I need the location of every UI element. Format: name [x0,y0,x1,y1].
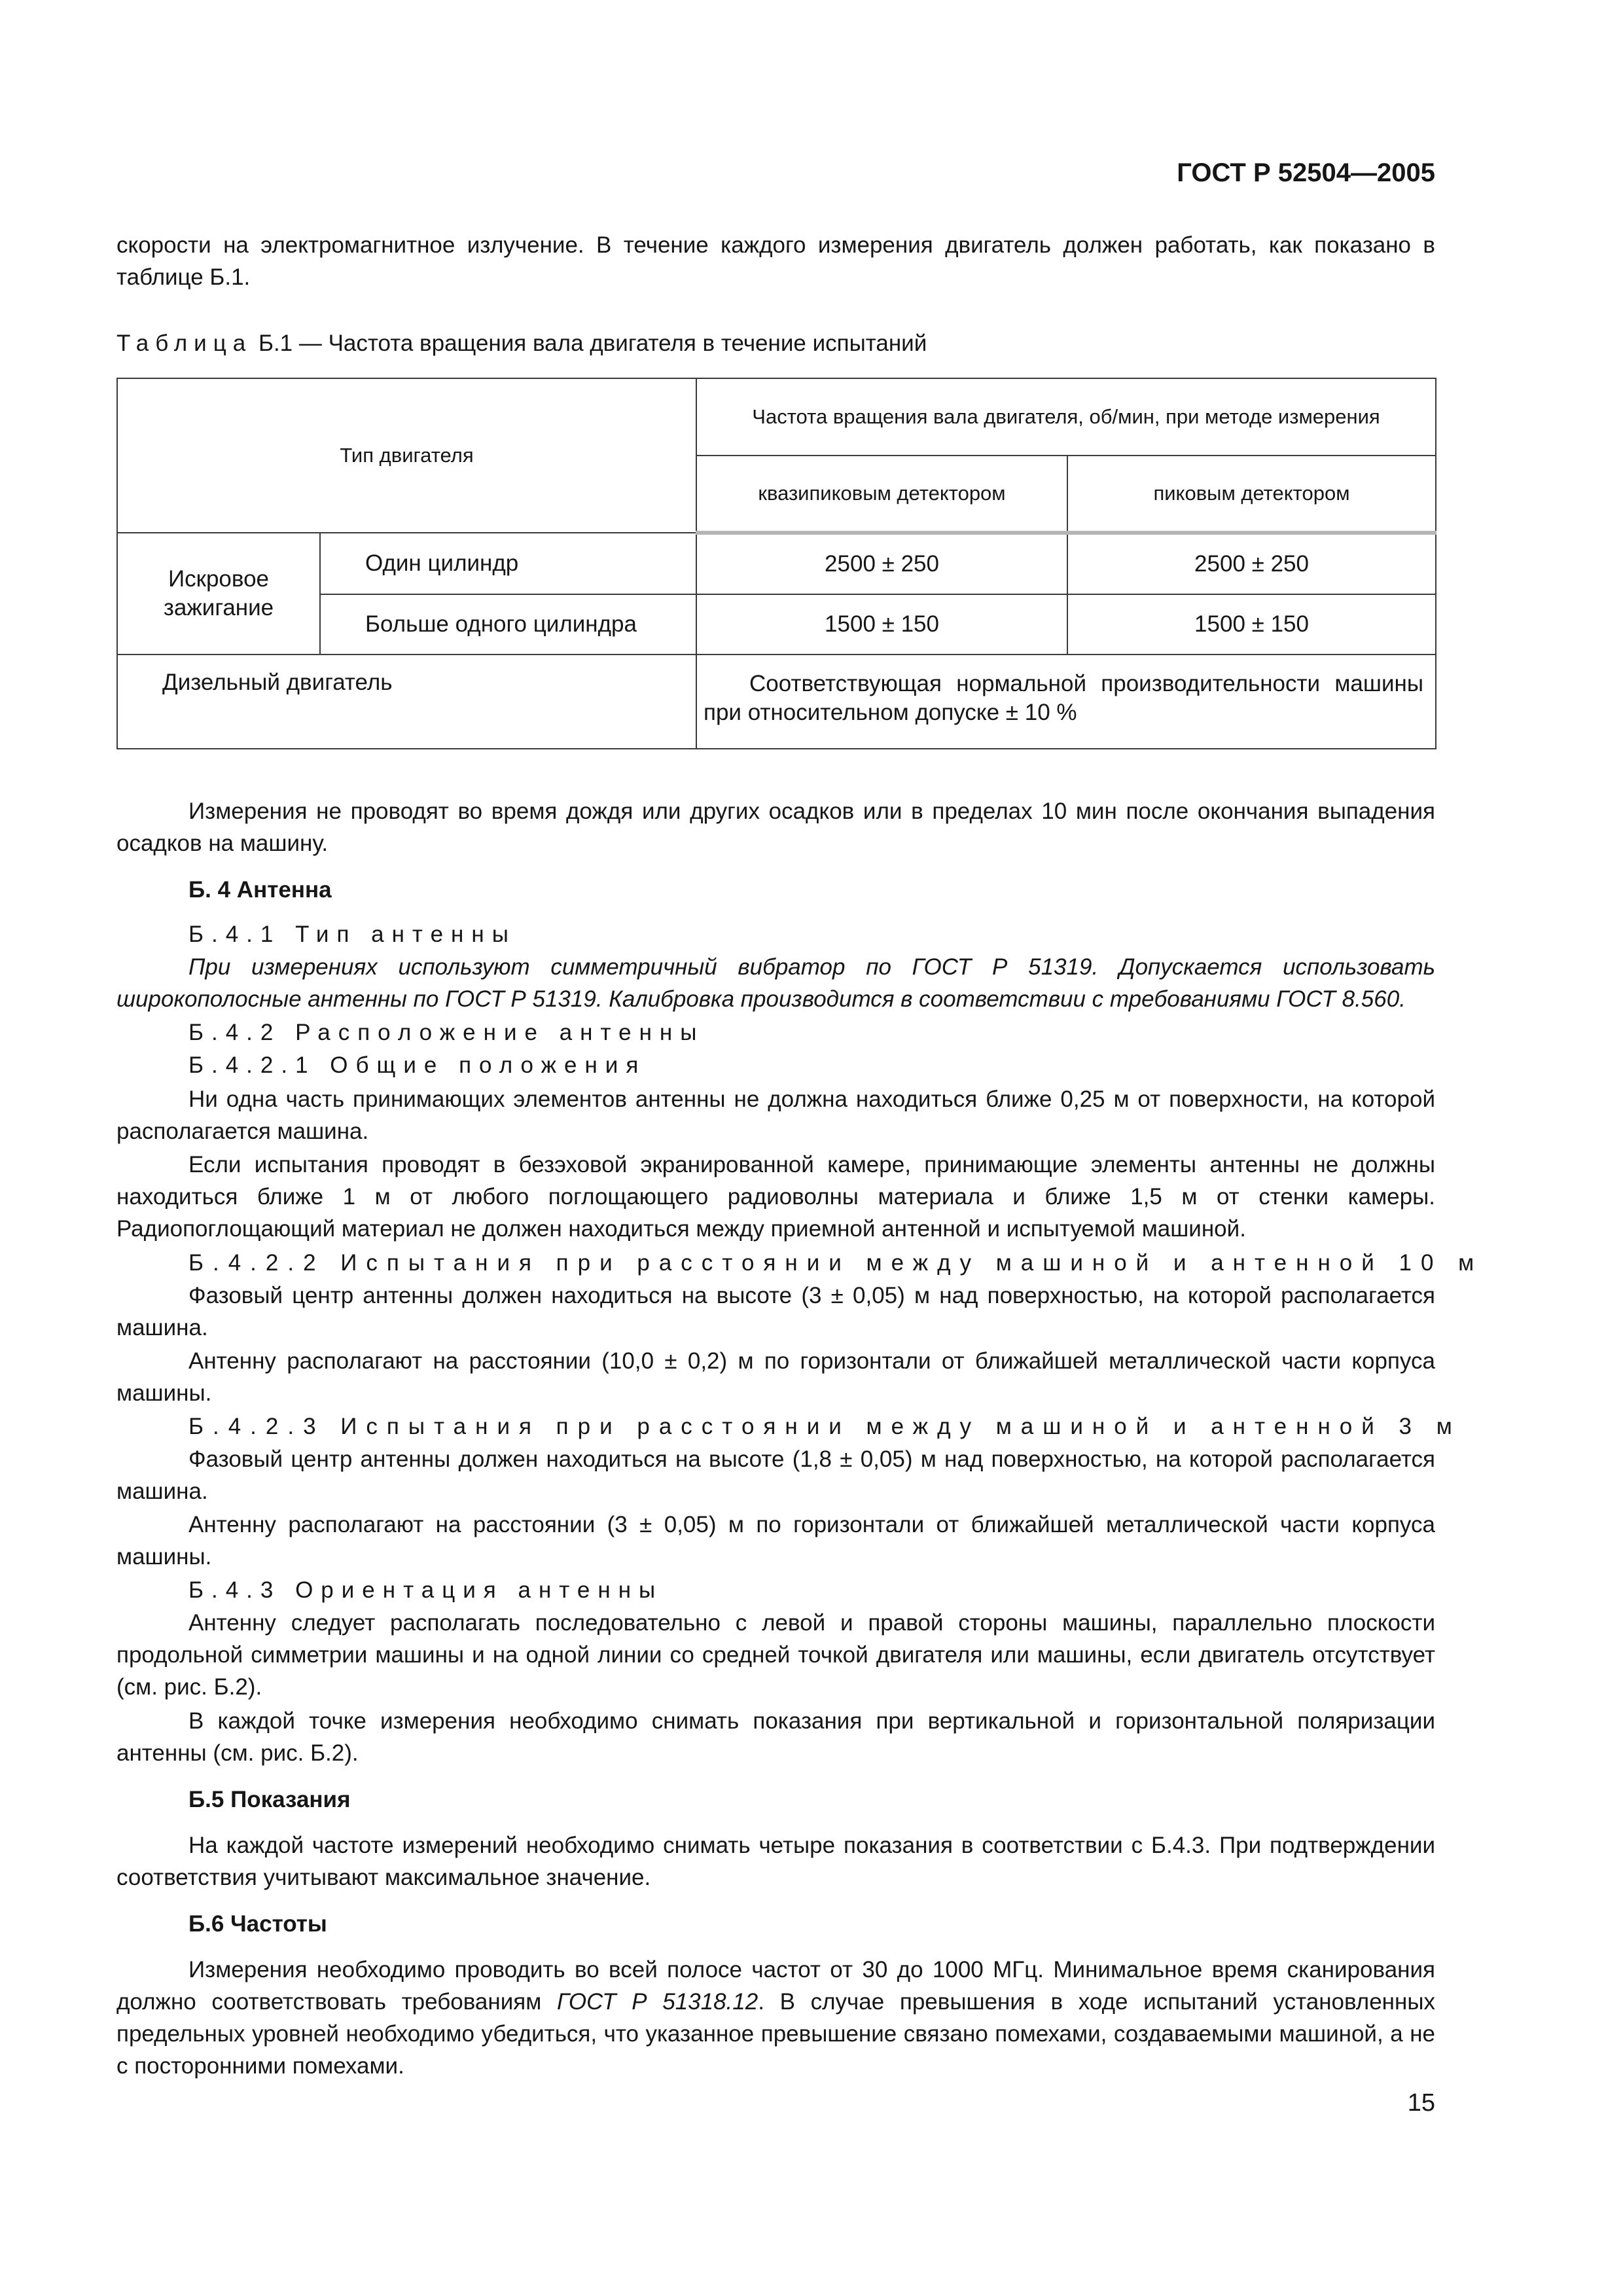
quasi-value: 1500 ± 150 [696,594,1067,655]
rain-paragraph: Измерения не проводят во время дождя или других осадков или в пределах 10 мин после окончания выпадения осадков на машину. [116,798,1435,856]
section-b421-heading: Б.4.2.1 Общие положения [188,1052,647,1078]
row-label: Один цилиндр [320,533,696,594]
section-b41-text: При измерениях используют симметричный вибратор по ГОСТ Р 51319. Допускается использовать широкополосные антенны по ГОСТ Р 51319. Калибровка производится в соответствии с требованиями ГОСТ 8.560. [116,954,1435,1012]
quasi-value: 2500 ± 250 [696,533,1067,594]
table-caption [116,331,927,357]
b6-standard-reference: ГОСТ Р 51318.12 [556,1989,758,2015]
peak-value: 2500 ± 250 [1067,533,1436,594]
section-b423-text1: Фазовый центр антенны должен находиться на высоте (1,8 ± 0,05) м над поверхностью, на которой располагается машина. [116,1446,1435,1504]
section-b5-text: На каждой частоте измерений необходимо снимать четыре показания в соответствии с Б.4.3. При подтверждении соответствия учитывают максимальное значение. [116,1833,1435,1890]
header-quasi-peak: квазипиковым детектором [696,456,1067,533]
section-b4-heading: Б. 4 Антенна [188,877,332,903]
section-b41-heading: Б.4.1 Тип антенны [188,922,516,947]
peak-value: 1500 ± 150 [1067,594,1436,655]
diesel-note: Соответствующая нормальной производительности машины при относительном допуске ± 10 % [696,655,1436,749]
section-b423-heading: Б.4.2.3 Испытания при расстоянии между машиной и антенной 3 м [188,1414,1461,1439]
section-b422-heading: Б.4.2.2 Испытания при расстоянии между машиной и антенной 10 м [188,1250,1484,1276]
section-b43-text2: В каждой точке измерения необходимо снимать показания при вертикальной и горизонтальной поляризации антенны (см. рис. Б.2). [116,1708,1435,1766]
page-number: 15 [1407,2089,1435,2117]
engine-speed-table [116,378,1436,749]
diesel-label: Дизельный двигатель [117,655,696,749]
table-caption-text: Б.1 — Частота вращения вала двигателя в течение испытаний [258,331,927,356]
table-caption-label: Таблица [116,331,253,356]
section-b421-text2: Если испытания проводят в безэховой экранированной камере, принимающие элементы антенны не должны находиться ближе 1 м от любого поглощающего радиоволны материала и ближе 1,5 м от стенки камеры. Радиопоглощающий материал не должен находиться между приемной антенной и испытуемой машиной. [116,1152,1435,1242]
section-b422-text1: Фазовый центр антенны должен находиться на высоте (3 ± 0,05) м над поверхностью, на которой располагается машина. [116,1283,1435,1340]
section-b42-heading: Б.4.2 Расположение антенны [188,1020,705,1045]
spark-ignition-cell: Искровое зажигание [117,533,320,655]
intro-paragraph: скорости на электромагнитное излучение. В течение каждого измерения двигатель должен работать, как показано в таблице Б.1. [116,232,1435,290]
section-b5-heading: Б.5 Показания [188,1787,351,1812]
header-peak: пиковым детектором [1067,456,1436,533]
section-b6-text [116,1954,1435,2082]
table-header-row [117,378,1436,456]
b6-text-end: . В случае превышения в ходе испытаний установленных предельных уровней необходимо убедиться, что указанное превышение связано помехами, создаваемыми машиной, а не с посторонними помехами. [116,1989,1435,2079]
section-b6-heading: Б.6 Частоты [188,1911,327,1937]
section-b43-text1: Антенну следует располагать последовательно с левой и правой стороны машины, параллельно плоскости продольной симметрии машины и на одной линии со средней точкой двигателя или машины, если двигатель отсутствует (см. рис. Б.2). [116,1610,1435,1700]
table-row [117,533,1436,594]
section-b423-text2: Антенну располагают на расстоянии (3 ± 0,05) м по горизонтали от ближайшей металлической части корпуса машины. [116,1512,1435,1570]
header-speed: Частота вращения вала двигателя, об/мин, при методе измерения [696,378,1436,456]
section-b43-heading: Б.4.3 Ориентация антенны [188,1577,664,1603]
section-b422-text2: Антенну располагают на расстоянии (10,0 ± 0,2) м по горизонтали от ближайшей металлической части корпуса машины. [116,1348,1435,1406]
b6-text-start: Измерения необходимо проводить во всей полосе частот от 30 до 1000 МГц. Минимальное время сканирования должно соответствовать требованиям [116,1957,1435,2015]
table-row [117,655,1436,749]
section-b421-text1: Ни одна часть принимающих элементов антенны не должна находиться ближе 0,25 м от поверхности, на которой располагается машина. [116,1086,1435,1144]
row-label: Больше одного цилиндра [320,594,696,655]
document-code: ГОСТ Р 52504—2005 [1177,158,1435,187]
header-engine-type: Тип двигателя [117,378,696,533]
